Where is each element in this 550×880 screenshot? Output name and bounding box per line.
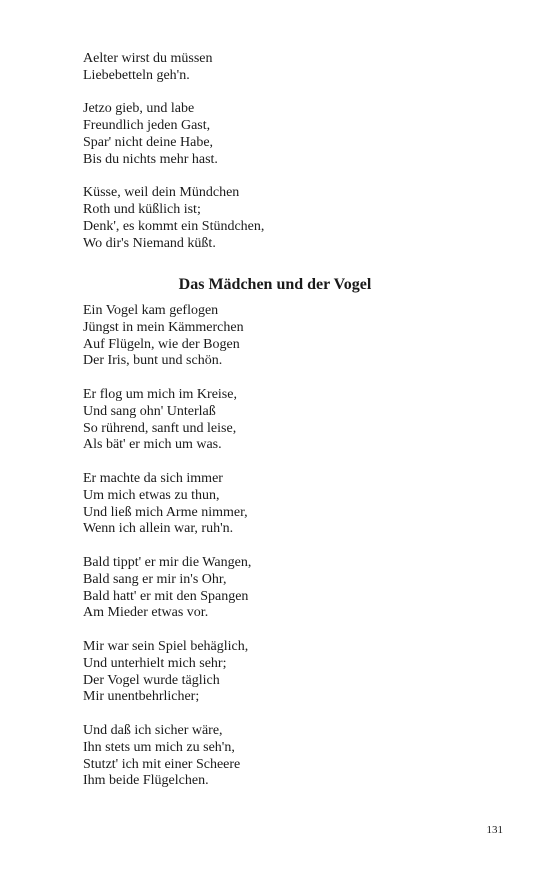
verse-line: Ihn stets um mich zu seh'n, bbox=[83, 739, 235, 755]
verse-line: Und unterhielt mich sehr; bbox=[83, 655, 227, 671]
verse-line: Bald tippt' er mir die Wangen, bbox=[83, 554, 252, 570]
verse-line: Er flog um mich im Kreise, bbox=[83, 386, 237, 402]
stanza bbox=[83, 303, 483, 370]
verse-line: Ihm beide Flügelchen. bbox=[83, 773, 209, 789]
verse-line: Am Mieder etwas vor. bbox=[83, 605, 209, 621]
poem-continuation bbox=[83, 51, 483, 253]
verse-line: Und sang ohn' Unterlaß bbox=[83, 403, 216, 419]
verse-line: Mir unentbehrlicher; bbox=[83, 689, 200, 705]
verse-line: Bald sang er mir in's Ohr, bbox=[83, 571, 227, 587]
stanza bbox=[83, 723, 483, 790]
page-number: 131 bbox=[486, 824, 503, 836]
poem-body bbox=[83, 303, 483, 790]
verse-line: Auf Flügeln, wie der Bogen bbox=[83, 336, 240, 352]
verse-line: Um mich etwas zu thun, bbox=[83, 487, 220, 503]
verse-line: Der Vogel wurde täglich bbox=[83, 672, 220, 688]
verse-line: Und ließ mich Arme nimmer, bbox=[83, 504, 248, 520]
stanza bbox=[83, 639, 483, 706]
stanza bbox=[83, 387, 483, 454]
poem-title: Das Mädchen und der Vogel bbox=[178, 276, 372, 293]
verse-line: Freundlich jeden Gast, bbox=[83, 118, 211, 134]
verse-line: Mir war sein Spiel behäglich, bbox=[83, 638, 249, 654]
verse-line: Und daß ich sicher wäre, bbox=[83, 722, 223, 738]
verse-line: Spar' nicht deine Habe, bbox=[83, 134, 214, 150]
stanza bbox=[83, 471, 483, 538]
verse-line: Jetzo gieb, und labe bbox=[83, 101, 195, 117]
verse-line: Bis du nichts mehr hast. bbox=[83, 151, 218, 167]
stanza bbox=[83, 555, 483, 622]
verse-line: Bald hatt' er mit den Spangen bbox=[83, 588, 249, 604]
verse-line: Der Iris, bunt und schön. bbox=[83, 353, 223, 369]
verse-line: Roth und küßlich ist; bbox=[83, 202, 201, 218]
stanza bbox=[83, 51, 483, 85]
verse-line: Liebebetteln geh'n. bbox=[83, 67, 190, 83]
verse-line: Küsse, weil dein Mündchen bbox=[83, 185, 240, 201]
verse-line: Jüngst in mein Kämmerchen bbox=[83, 319, 244, 335]
verse-line: Stutzt' ich mit einer Scheere bbox=[83, 756, 241, 772]
stanza bbox=[83, 101, 483, 168]
verse-line: Denk', es kommt ein Stündchen, bbox=[83, 218, 265, 234]
verse-line: So rührend, sanft und leise, bbox=[83, 420, 237, 436]
verse-line: Als bät' er mich um was. bbox=[83, 437, 222, 453]
verse-line: Aelter wirst du müssen bbox=[83, 51, 213, 66]
verse-line: Wenn ich allein war, ruh'n. bbox=[83, 521, 234, 537]
stanza bbox=[83, 185, 483, 252]
verse-line: Er machte da sich immer bbox=[83, 470, 223, 486]
verse-line: Wo dir's Niemand küßt. bbox=[83, 235, 216, 251]
verse-line: Ein Vogel kam geflogen bbox=[83, 303, 219, 318]
